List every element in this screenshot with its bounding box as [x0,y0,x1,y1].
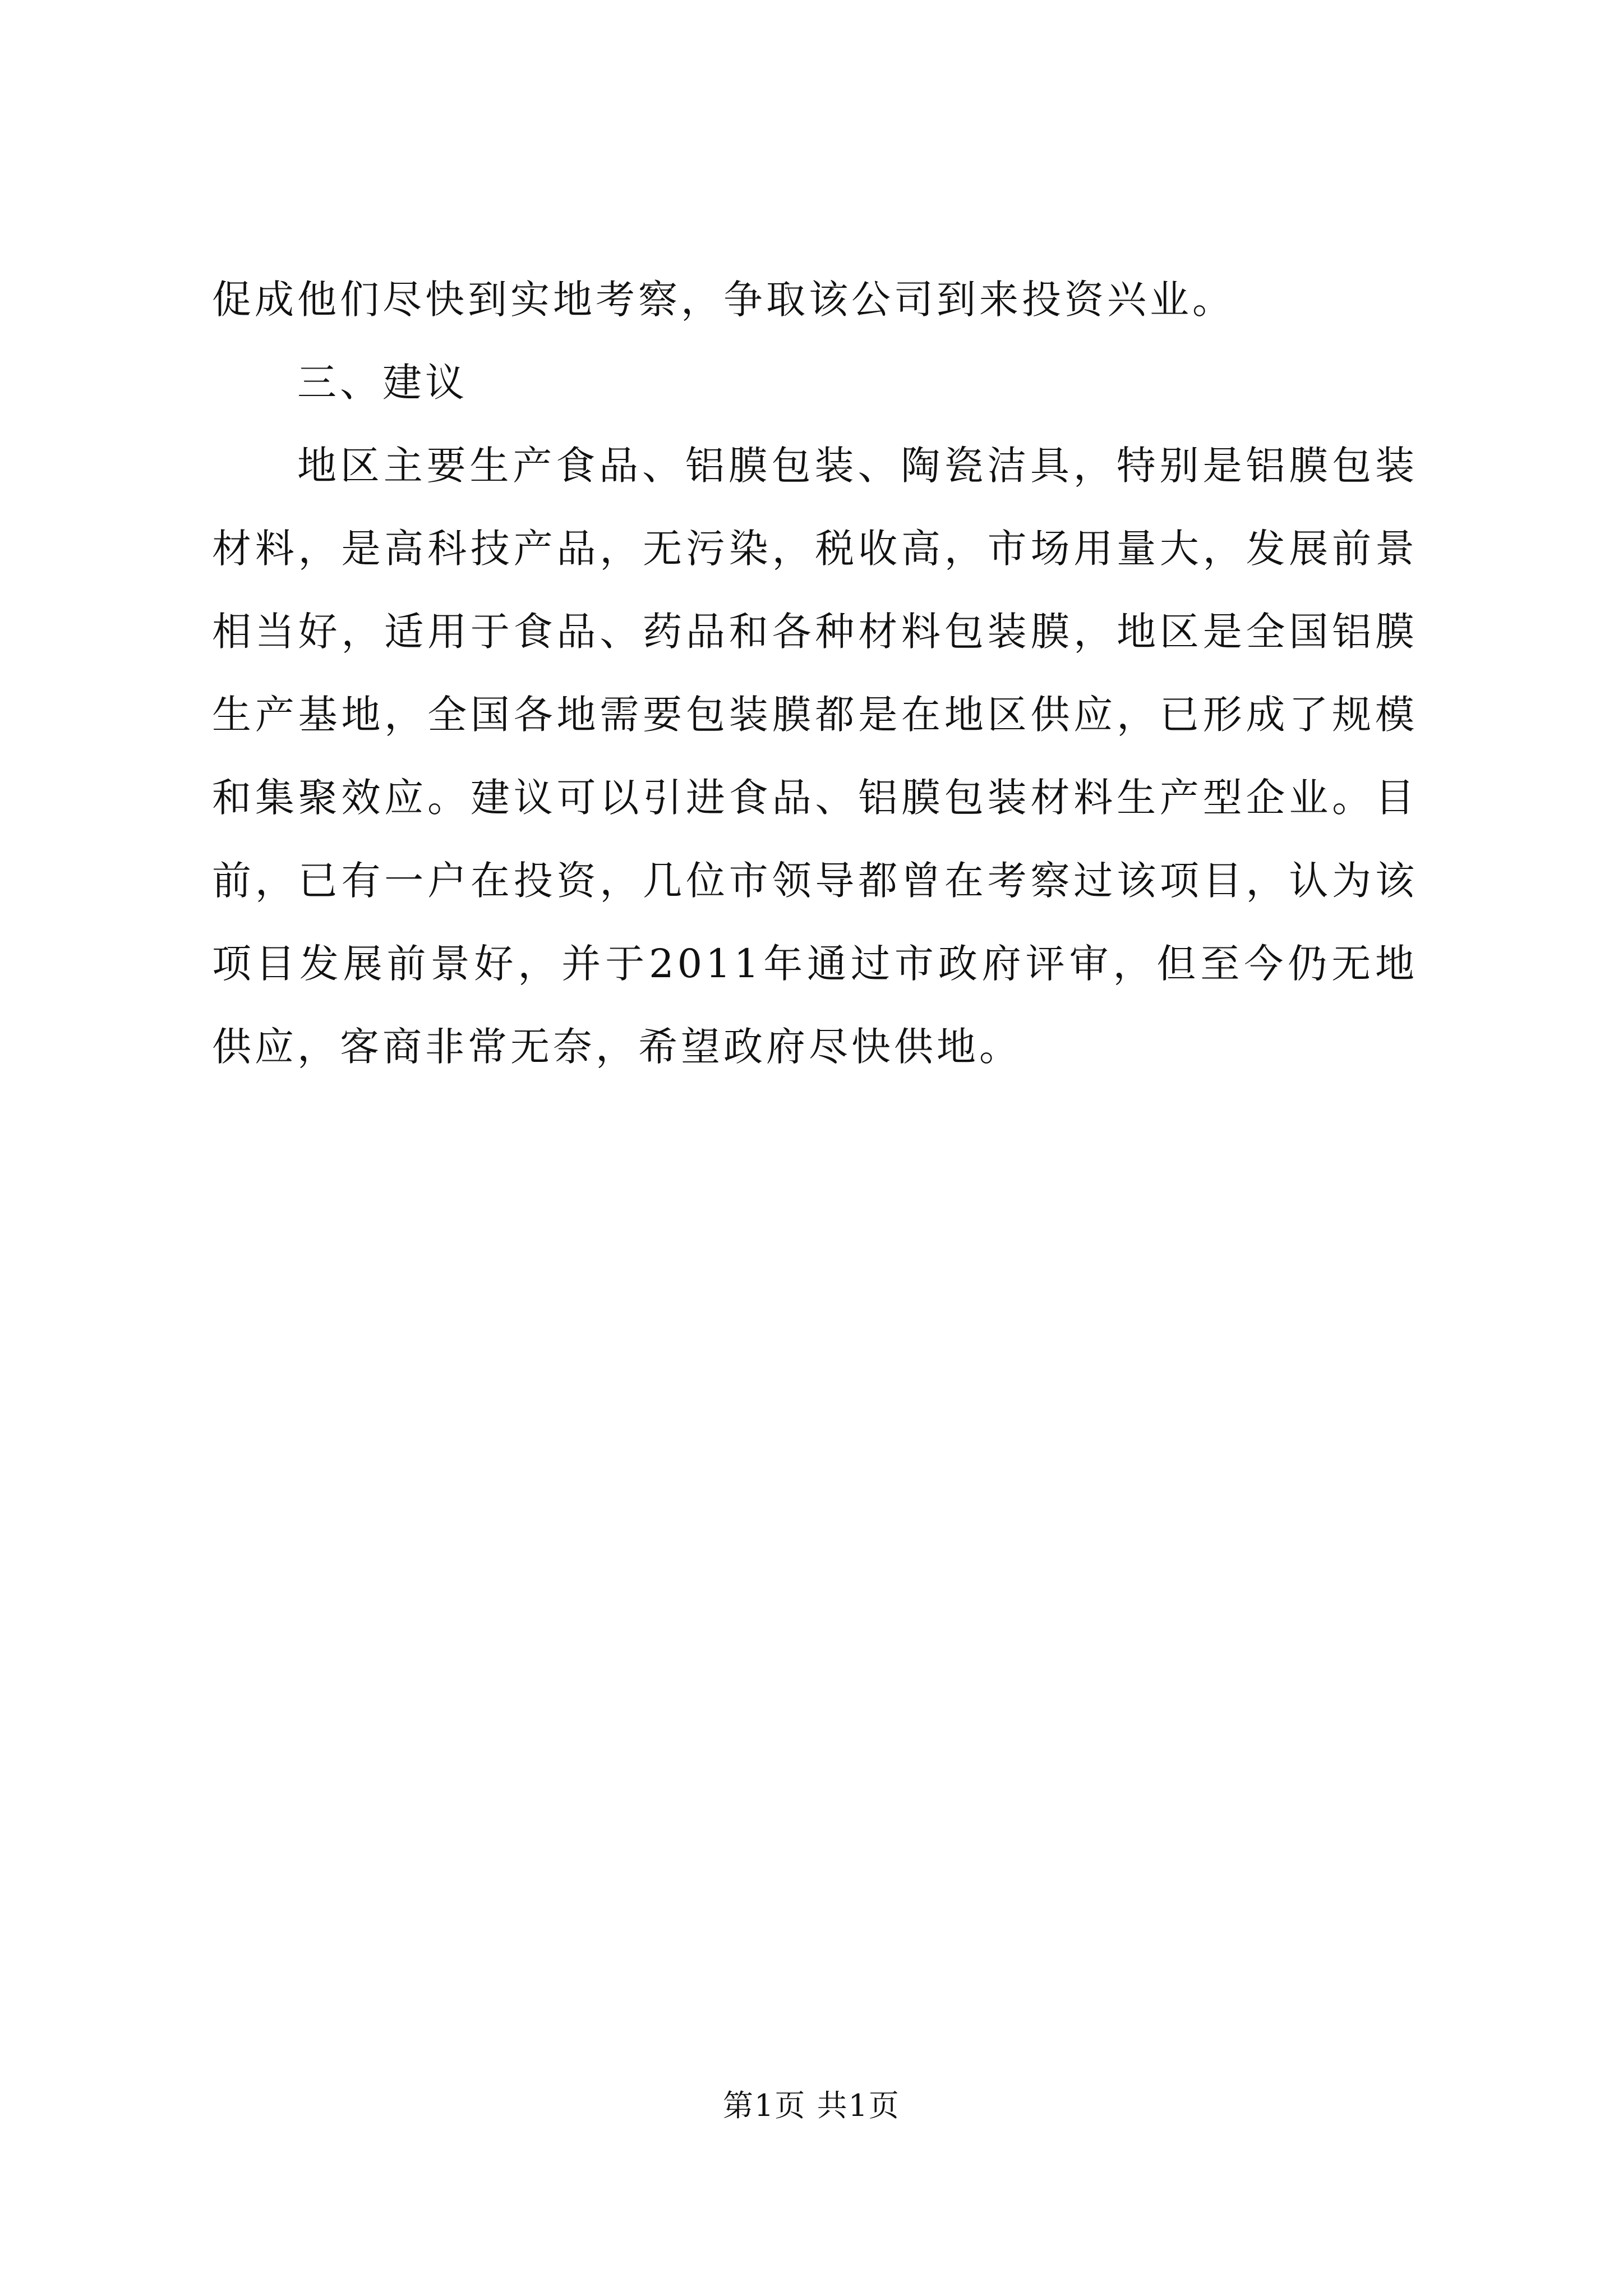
section-heading: 三、建议 [297,360,468,406]
page-footer: 第1页 共1页 [723,2088,900,2123]
paragraph-continuation: 促成他们尽快到实地考察，争取该公司到来投资兴业。 [212,277,1235,323]
document-body [212,258,1418,1088]
paragraph-recommendation: 地区主要生产食品、铝膜包装、陶瓷洁具，特别是铝膜包装材料，是高科技产品，无污染，税收高，市场用量大，发展前景相当好，适用于食品、药品和各种材料包装膜，地区是全国铝膜生产基地，全国各地需要包装膜都是在地区供应，已形成了规模和集聚效应。建议可以引进食品、铝膜包装材料生产型企业。目前，已有一户在投资，几位市领导都曾在考察过该项目，认为该项目发展前景好，并于2011年通过市政府评审，但至今仍无地供应，客商非常无奈，希望政府尽快供地。 [212,443,1418,1070]
